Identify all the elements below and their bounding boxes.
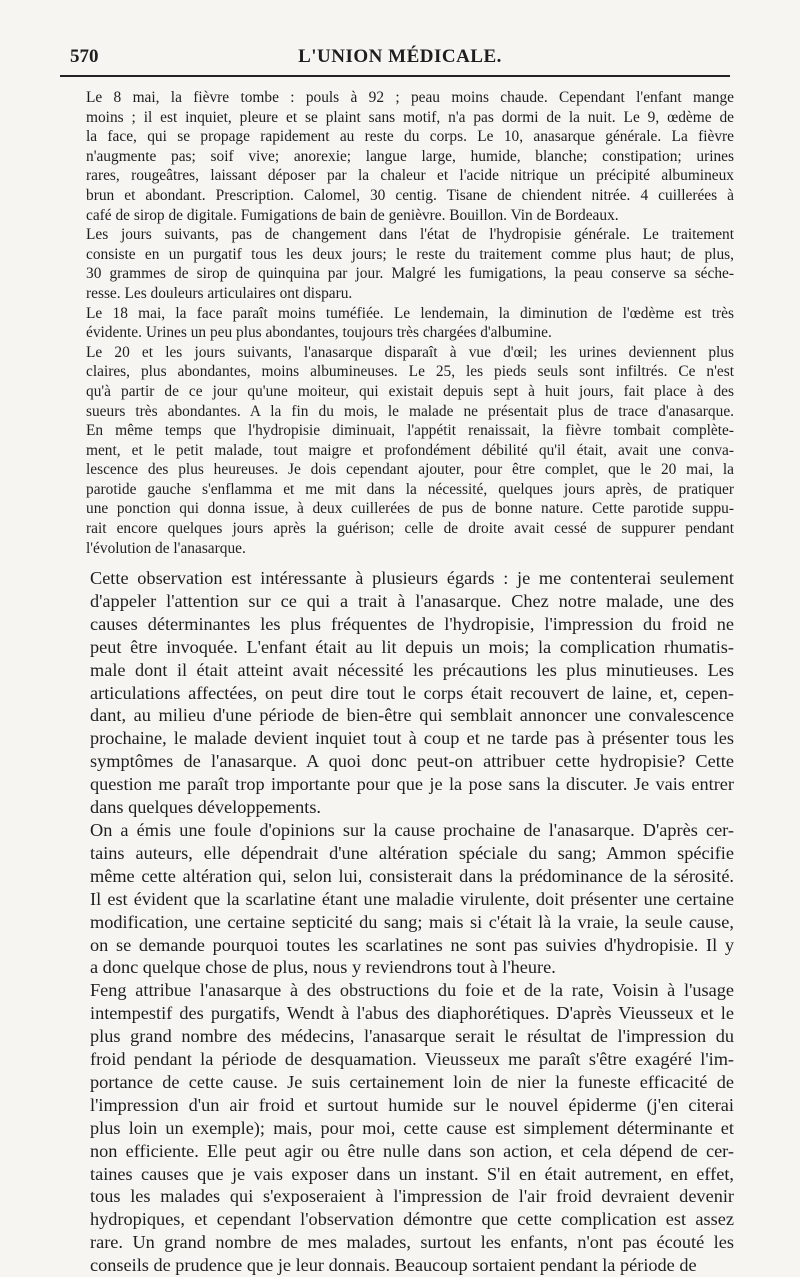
- text-line: l'impression d'un air froid et surtout humide sur le nouvel épiderme (j'en citerai: [90, 1094, 734, 1115]
- text-line: lescence des plus heureuses. Je dois cependant ajouter, pour être complet, que le 20 mai, la: [86, 461, 734, 479]
- text-line: En même temps que l'hydropisie diminuait, l'appétit renaissait, la fièvre tombait complète-: [86, 422, 734, 440]
- text-line: Cette observation est intéressante à plusieurs égards : je me contenterai seulement: [90, 568, 734, 588]
- text-line: tous les malades qui s'exposeraient à l'impression de l'air froid devraient devenir: [90, 1186, 734, 1207]
- text-line: Le 18 mai, la face paraît moins tuméfiée. Le lendemain, la diminution de l'œdème est très: [86, 304, 734, 322]
- text-line: Feng attribue l'anasarque à des obstructions du foie et de la rate, Voisin à l'usage: [90, 980, 734, 1001]
- text-line: taines causes que je vais exposer dans un instant. S'il en était autrement, en effet,: [90, 1163, 734, 1184]
- paragraph: [66, 819, 734, 979]
- text-line: male dont il était atteint avait nécessité les précautions les plus minutieuses. Les: [90, 659, 734, 680]
- page-number: 570: [70, 46, 99, 67]
- text-line: froid pendant la période de desquamation. Vieusseux me paraît s'être exagéré l'im-: [90, 1049, 734, 1070]
- text-line: brun et abondant. Prescription. Calomel, 30 centig. Tisane de chiendent nitrée. 4 cuillerées à: [86, 186, 734, 204]
- discussion-text: [66, 567, 734, 1277]
- text-line: dant, au milieu d'une période de bien-être qui semblait annoncer une convalescence: [90, 705, 734, 726]
- text-line: tains auteurs, elle dépendrait d'une altération spéciale du sang; Ammon spécifie: [90, 842, 734, 863]
- text-line: non efficiente. Elle peut agir ou être nulle dans son action, et cela dépend de cer-: [90, 1140, 734, 1161]
- text-line: qu'à partir de ce jour qu'une moiteur, qui existait depuis sept à huit jours, fait place à des: [86, 382, 734, 400]
- text-line: prochaine, le malade devient inquiet tout à coup et ne tarde pas à présenter tous les: [90, 728, 734, 749]
- text-line: claires, plus abondantes, moins albumineuses. Le 25, les pieds seuls sont infiltrés. Ce n'est: [86, 363, 734, 381]
- running-title: L'UNION MÉDICALE.: [298, 46, 502, 67]
- text-line: rares, rougeâtres, laissant déposer par la chaleur et l'acide nitrique un précipité albumineux: [86, 167, 734, 185]
- observation-text: [66, 88, 734, 558]
- text-line: hydropiques, et cependant l'observation démontre que cette complication est assez: [90, 1209, 734, 1230]
- paragraph: [66, 343, 734, 559]
- text-line: même cette altération qui, selon lui, consisterait dans la prédominance de la sérosité.: [90, 865, 734, 886]
- header-rule: [60, 75, 730, 77]
- page-header: [70, 46, 730, 70]
- text-line: sueurs très abondantes. A la fin du mois, le malade ne présentait plus de trace d'anasarque.: [86, 402, 734, 420]
- text-line: une ponction qui donna issue, à deux cuillerées de pus de bonne nature. Cette parotide suppu-: [86, 500, 734, 518]
- text-line: l'évolution de l'anasarque.: [86, 539, 246, 557]
- text-line: question me paraît trop importante pour que je la pose sans la discuter. Je vais entrer: [90, 774, 734, 795]
- text-line: modification, une certaine septicité du sang; mais si c'était là la vraie, la seule cause,: [90, 911, 734, 932]
- text-line: On a émis une foule d'opinions sur la cause prochaine de l'anasarque. D'après cer-: [90, 819, 734, 840]
- text-line: plus grand nombre des médecins, l'anasarque serait le résultat de l'impression du: [90, 1026, 734, 1047]
- text-line: conseils de prudence que je leur donnais. Beaucoup sortaient pendant la période de: [90, 1255, 697, 1276]
- text-line: Le 8 mai, la fièvre tombe : pouls à 92 ; peau moins chaude. Cependant l'enfant mange: [86, 89, 734, 106]
- text-line: Il est évident que la scarlatine étant une maladie virulente, doit présenter une certaine: [90, 888, 734, 909]
- paragraph: [66, 979, 734, 1277]
- text-line: ment, et le petit malade, tout maigre et profondément débilité qu'il était, avait une conva-: [86, 441, 734, 459]
- text-line: causes déterminantes les plus fréquentes de l'hydropisie, l'impression du froid ne: [90, 613, 734, 634]
- text-line: peut être invoquée. L'enfant était au lit depuis un mois; la complication rhumatis-: [90, 636, 734, 657]
- text-line: on se demande pourquoi toutes les scarlatines ne sont pas suivies d'hydropisie. Il y: [90, 934, 734, 955]
- paragraph: [66, 88, 734, 225]
- text-line: parotide gauche s'enflamma et me mit dans la nécessité, quelques jours après, de pratiquer: [86, 480, 734, 498]
- text-line: dans quelques développements.: [90, 797, 321, 818]
- text-line: plus loin un exemple); mais, pour moi, cette cause est simplement déterminante et: [90, 1117, 734, 1138]
- text-line: Les jours suivants, pas de changement dans l'état de l'hydropisie générale. Le traitement: [86, 226, 734, 244]
- text-line: évidente. Urines un peu plus abondantes, toujours très chargées d'albumine.: [86, 324, 552, 342]
- paragraph: [66, 225, 734, 303]
- text-line: a donc quelque chose de plus, nous y reviendrons tout à l'heure.: [90, 957, 556, 978]
- paragraph: [66, 304, 734, 343]
- text-line: 30 grammes de sirop de quinquina par jour. Malgré les fumigations, la peau conserve sa séche-: [86, 265, 734, 283]
- paragraph: [66, 567, 734, 819]
- text-line: consiste en un purgatif tous les deux jours; le reste du traitement comme plus haut; de plus,: [86, 245, 734, 263]
- text-line: rait encore quelques jours après la guérison; celle de droite avait cessé de suppurer pendant: [86, 520, 734, 538]
- text-line: portance de cette cause. Je suis certainement loin de nier la funeste efficacité de: [90, 1071, 734, 1092]
- text-line: moins ; il est inquiet, pleure et se plaint sans motif, n'a pas dormi de la nuit. Le 9, œdème de: [86, 108, 734, 126]
- text-line: intempestif des purgatifs, Wendt à l'abus des diaphorétiques. D'après Vieusseux et le: [90, 1003, 734, 1024]
- text-line: rare. Un grand nombre de mes malades, surtout les enfants, n'ont pas écouté les: [90, 1232, 734, 1253]
- text-line: n'augmente pas; soif vive; anorexie; langue large, humide, blanche; constipation; urines: [86, 147, 734, 165]
- text-line: articulations affectées, on peut dire tout le corps était recouvert de laine, et, cepen-: [90, 682, 734, 703]
- text-line: resse. Les douleurs articulaires ont disparu.: [86, 284, 353, 302]
- text-line: Le 20 et les jours suivants, l'anasarque disparaît à vue d'œil; les urines deviennent plus: [86, 343, 734, 361]
- text-line: d'appeler l'attention sur ce qui a trait à l'anasarque. Chez notre malade, une des: [90, 590, 734, 611]
- text-line: café de sirop de digitale. Fumigations de bain de genièvre. Bouillon. Vin de Bordeaux.: [86, 206, 619, 224]
- text-line: symptômes de l'anasarque. A quoi donc peut-on attribuer cette hydropisie? Cette: [90, 751, 734, 772]
- text-line: la face, qui se propage rapidement au reste du corps. Le 10, anasarque générale. La fièvre: [86, 128, 734, 146]
